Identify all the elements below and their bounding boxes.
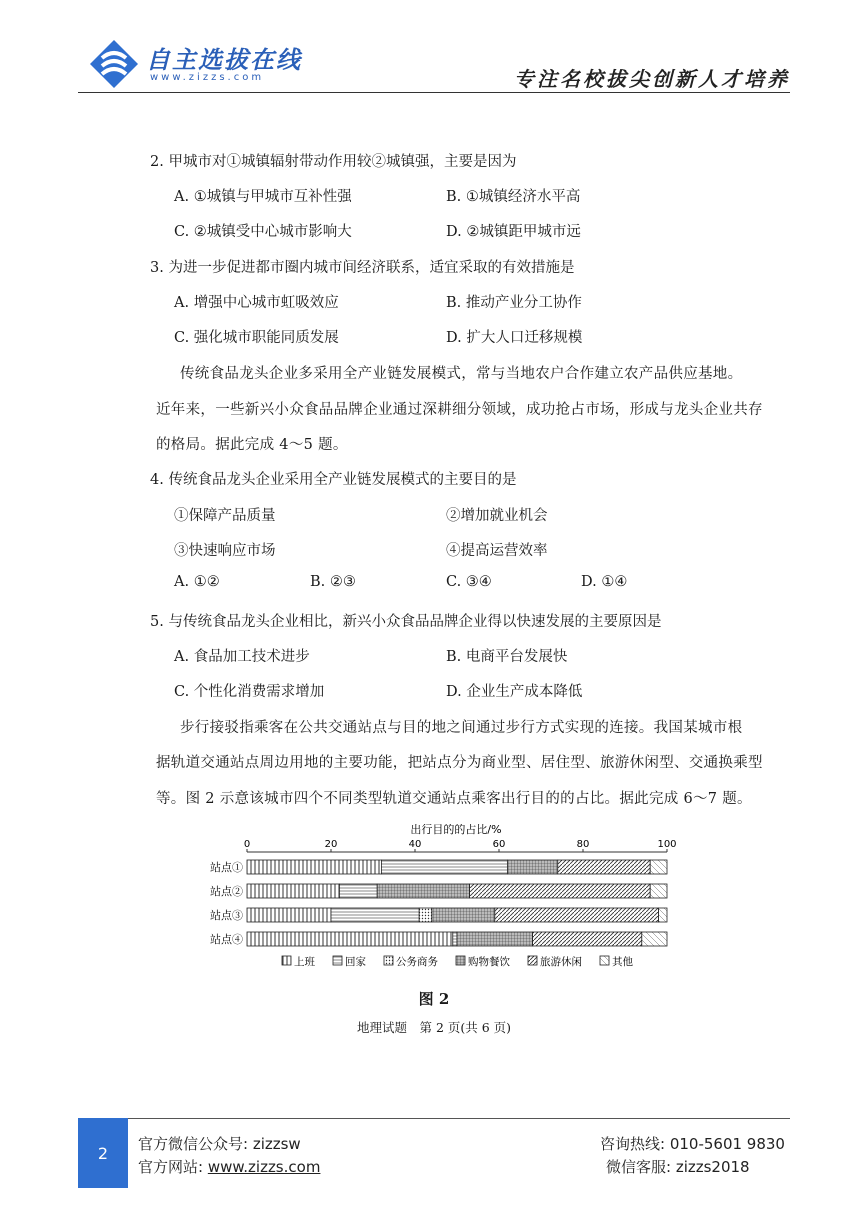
q4-option-a: A. ①② [174,574,220,590]
travel-purpose-chart [190,824,690,974]
bar-segment [381,860,507,874]
bar-segment [247,908,331,922]
page-number-badge: 2 [78,1118,128,1188]
page-info: 地理试题 第 2 页(共 6 页) [356,1020,512,1035]
legend-swatch [333,956,342,965]
q5-option-b: B. 电商平台发展快 [446,649,568,665]
bar-segment [533,932,642,946]
q5-option-c: C. 个性化消费需求增加 [174,684,325,700]
footer-website-link[interactable]: www.zizzs.com [207,1158,321,1176]
q3-option-a: A. 增强中心城市虹吸效应 [174,295,339,311]
legend-swatch [456,956,465,965]
question-2-stem: 2. 甲城市对①城镇辐射带动作用较②城镇强，主要是因为 [150,154,517,170]
legend-label: 公务商务 [396,956,438,968]
question-3-stem: 3. 为进一步促进都市圈内城市间经济联系，适宜采取的有效措施是 [150,260,575,276]
legend-label: 旅游休闲 [540,956,582,968]
q4-item-4: ④提高运营效率 [446,543,548,559]
bar-segment [642,932,667,946]
x-tick-label: 20 [324,839,338,850]
footer-hotline: 咨询热线: 010-5601 9830 [600,1135,785,1153]
bar-segment [659,908,667,922]
bar-segment [470,884,651,898]
x-tick-label: 80 [576,839,590,850]
bar-segment [507,860,557,874]
category-label: 站点① [210,861,243,874]
question-4-stem: 4. 传统食品龙头企业采用全产业链发展模式的主要目的是 [150,472,517,488]
logo-icon [88,38,140,90]
q4-option-c: C. ③④ [446,574,492,590]
passage-2-line-2: 据轨道交通站点周边用地的主要功能，把站点分为商业型、居住型、旅游休闲型、交通换乘型 [156,755,763,771]
passage-1-line-3: 的格局。据此完成 4～5 题。 [156,437,348,453]
x-tick-label: 0 [243,839,251,850]
category-label: 站点③ [210,909,243,922]
bar-segment [247,860,381,874]
logo-url: www.zizzs.com [150,72,265,83]
bar-segment [457,932,533,946]
header-slogan: 专注名校拔尖创新人才培养 [514,67,790,91]
passage-1-line-2: 近年来，一些新兴小众食品品牌企业通过深耕细分领域，成功抢占市场，形成与龙头企业共存 [156,402,763,418]
bar-segment [377,884,469,898]
footer-website [138,1156,320,1177]
legend-label: 其他 [612,956,633,968]
footer-service: 微信客服: zizzs2018 [606,1158,750,1176]
q2-option-a: A. ①城镇与甲城市互补性强 [174,189,352,205]
footer-wechat: 官方微信公众号: zizzsw [138,1135,301,1153]
question-5-stem: 5. 与传统食品龙头企业相比，新兴小众食品品牌企业得以快速发展的主要原因是 [150,614,662,630]
bar-segment [558,860,650,874]
q2-option-c: C. ②城镇受中心城市影响大 [174,224,352,240]
passage-1-line-1: 传统食品龙头企业多采用全产业链发展模式，常与当地农户合作建立农产品供应基地。 [180,366,743,382]
bar-segment [432,908,495,922]
category-label: 站点② [210,885,243,898]
q5-option-d: D. 企业生产成本降低 [446,684,583,700]
bar-segment [339,884,377,898]
legend-swatch [384,956,393,965]
q2-option-d: D. ②城镇距甲城市远 [446,224,581,240]
bar-segment [453,932,457,946]
chart-title: 出行目的的占比/% [410,824,502,836]
legend-swatch [600,956,609,965]
passage-2-line-1: 步行接驳指乘客在公共交通站点与目的地之间通过步行方式实现的连接。我国某城市根 [180,720,743,736]
legend-swatch [528,956,537,965]
bar-segment [419,908,432,922]
logo-text: 自主选拔在线 [146,45,302,74]
bar-segment [495,908,659,922]
bar-segment [650,884,667,898]
figure-caption: 图 2 [418,990,450,1008]
bar-segment [650,860,667,874]
bar-segment [331,908,419,922]
passage-2-line-3: 等。图 2 示意该城市四个不同类型轨道交通站点乘客出行目的的占比。据此完成 6～7 题。 [156,791,752,807]
category-label: 站点④ [210,933,243,946]
header-divider [78,92,790,93]
q3-option-b: B. 推动产业分工协作 [446,295,582,311]
q4-item-2: ②增加就业机会 [446,508,548,524]
q4-item-1: ①保障产品质量 [174,508,276,524]
q3-option-d: D. 扩大人口迁移规模 [446,330,583,346]
x-tick-label: 40 [408,839,422,850]
footer-divider [78,1118,790,1119]
legend-swatch [282,956,291,965]
q4-item-3: ③快速响应市场 [174,543,276,559]
q3-option-c: C. 强化城市职能同质发展 [174,330,339,346]
q5-option-a: A. 食品加工技术进步 [174,649,310,665]
q4-option-d: D. ①④ [581,574,628,590]
bar-segment [247,932,453,946]
page-header [0,0,868,95]
x-tick-label: 60 [492,839,506,850]
legend-label: 回家 [345,956,366,968]
legend-label: 购物餐饮 [468,956,510,968]
legend-label: 上班 [294,956,315,968]
bar-segment [247,884,339,898]
footer-website-label: 官方网站: [138,1158,208,1176]
q4-option-b: B. ②③ [310,574,356,590]
q2-option-b: B. ①城镇经济水平高 [446,189,581,205]
x-tick-label: 100 [657,839,677,850]
